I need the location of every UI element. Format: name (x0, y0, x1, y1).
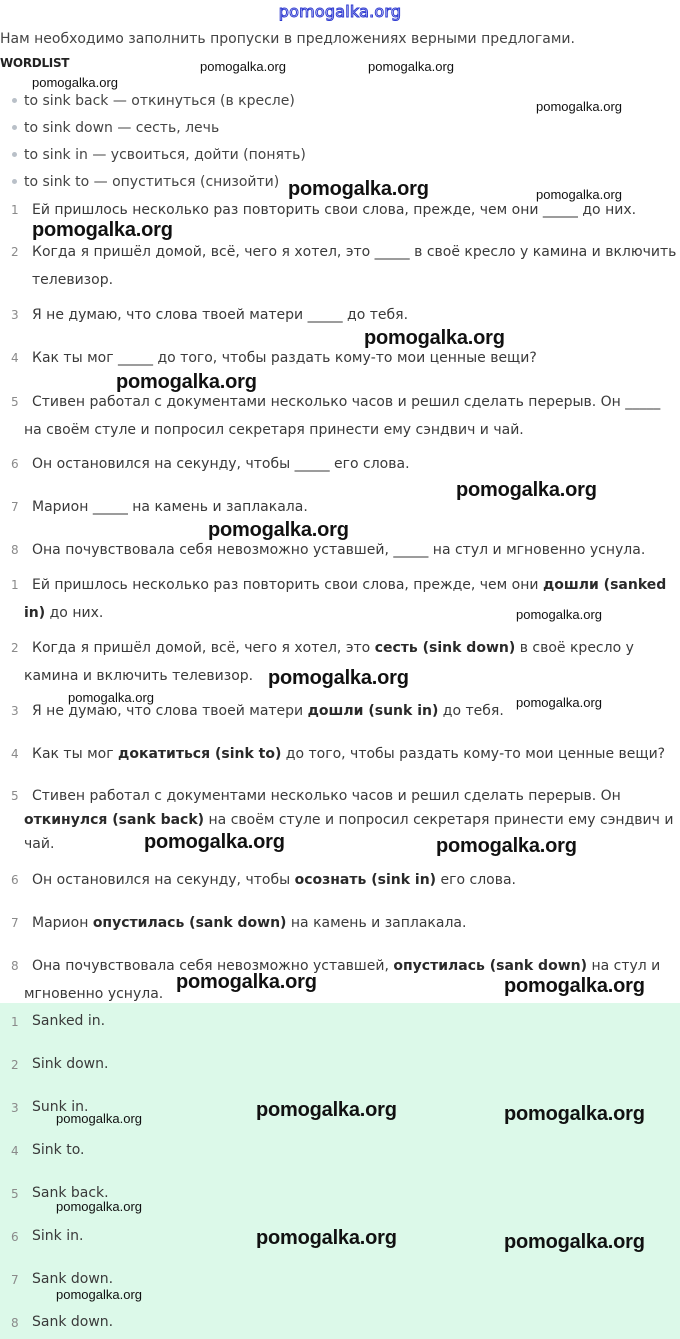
answer-highlight: откинулся (sank back) (24, 812, 205, 828)
wordlist-item-text: to sink down — сесть, лечь (24, 120, 220, 136)
exercise-text: Марион _____ на камень и заплакала. (32, 499, 308, 515)
watermark: pomogalka.org (268, 667, 409, 689)
exercise-text: Как ты мог _____ до того, чтобы раздать кому-то мои ценные вещи? (32, 350, 537, 366)
answer-text: Sink to. (32, 1142, 85, 1158)
item-number: 3 (11, 308, 19, 322)
item-number: 7 (11, 500, 19, 514)
wordlist-item (12, 93, 295, 109)
item-number: 5 (11, 1187, 19, 1201)
exercise-text: Стивен работал с документами несколько часов и решил сделать перерыв. Он _____ на своём стуле и попросил секретаря принести ему сэндвич и чай. (24, 394, 661, 438)
watermark: pomogalka.org (144, 831, 285, 853)
watermark: pomogalka.org (68, 690, 154, 705)
item-number: 1 (11, 1015, 19, 1029)
item-number: 5 (11, 789, 19, 803)
item-number: 8 (11, 1316, 19, 1330)
site-header-logo[interactable]: pomogalka.org (278, 2, 402, 21)
bullet-icon (12, 125, 17, 130)
translation-text: Ей пришлось несколько раз повторить свои слова, прежде, чем они дошли (sanked in) до них. (24, 577, 667, 621)
item-number: 3 (11, 1101, 19, 1115)
translation-text: Я не думаю, что слова твоей матери дошли (sunk in) до тебя. (32, 703, 504, 719)
watermark: pomogalka.org (504, 1231, 645, 1253)
watermark: pomogalka.org (368, 59, 454, 74)
item-number: 7 (11, 916, 19, 930)
bullet-icon (12, 179, 17, 184)
watermark: pomogalka.org (536, 187, 622, 202)
item-number: 3 (11, 704, 19, 718)
watermark: pomogalka.org (436, 835, 577, 857)
translation-text: Он остановился на секунду, чтобы осознать (sink in) его слова. (32, 872, 517, 888)
wordlist-item (12, 120, 219, 136)
item-number: 6 (11, 457, 19, 471)
watermark: pomogalka.org (288, 178, 429, 200)
exercise-text: Когда я пришёл домой, всё, чего я хотел, это _____ в своё кресло у камина и включить телевизор. (32, 244, 677, 288)
watermark: pomogalka.org (516, 695, 602, 710)
exercise-text: Он остановился на секунду, чтобы _____ его слова. (32, 456, 410, 472)
item-number: 8 (11, 543, 19, 557)
answer-text: Sank back. (32, 1185, 109, 1201)
wordlist-title: WORDLIST (0, 56, 70, 70)
wordlist-item-text: to sink in — усвоиться, дойти (понять) (24, 147, 306, 163)
item-number: 1 (11, 203, 19, 217)
item-number: 5 (11, 395, 19, 409)
watermark: pomogalka.org (176, 971, 317, 993)
watermark: pomogalka.org (56, 1111, 142, 1126)
item-number: 6 (11, 1230, 19, 1244)
translation-text: Как ты мог докатиться (sink to) до того, чтобы раздать кому-то мои ценные вещи? (32, 746, 666, 762)
wordlist-item-text: to sink to — опуститься (снизойти) (24, 174, 280, 190)
watermark: pomogalka.org (504, 1103, 645, 1125)
answer-highlight: опустилась (sank down) (92, 915, 287, 931)
item-number: 8 (11, 959, 19, 973)
wordlist-item (12, 147, 306, 163)
item-number: 2 (11, 1058, 19, 1072)
answer-text: Sink down. (32, 1056, 109, 1072)
answer-text: Sunk in. (32, 1099, 89, 1115)
answer-highlight: опустилась (sank down) (393, 958, 587, 974)
answer-highlight: сесть (sink down) (374, 640, 516, 656)
bullet-icon (12, 98, 17, 103)
item-number: 7 (11, 1273, 19, 1287)
translation-text: Она почувствовала себя невозможно уставшей, опустилась (sank down) на стул и мгновенно уснула. (24, 958, 661, 1002)
exercise-text: Я не думаю, что слова твоей матери _____ до тебя. (32, 307, 409, 323)
item-number: 2 (11, 245, 19, 259)
watermark: pomogalka.org (536, 99, 622, 114)
translation-text: Марион опустилась (sank down) на камень и заплакала. (32, 915, 467, 931)
item-number: 4 (11, 1144, 19, 1158)
watermark: pomogalka.org (256, 1099, 397, 1121)
wordlist-item-text: to sink back — откинуться (в кресле) (24, 93, 295, 109)
watermark: pomogalka.org (456, 479, 597, 501)
answer-text: Sink in. (32, 1228, 84, 1244)
watermark: pomogalka.org (116, 371, 257, 393)
item-number: 2 (11, 641, 19, 655)
bullet-icon (12, 152, 17, 157)
watermark: pomogalka.org (208, 519, 349, 541)
answer-highlight: осознать (sink in) (294, 872, 437, 888)
watermark: pomogalka.org (364, 327, 505, 349)
exercise-text: Ей пришлось несколько раз повторить свои слова, прежде, чем они _____ до них. (32, 202, 637, 218)
wordlist-item (12, 174, 279, 190)
watermark: pomogalka.org (200, 59, 286, 74)
answer-text: Sanked in. (32, 1013, 106, 1029)
answer-highlight: дошли (sanked in) (24, 577, 667, 621)
watermark: pomogalka.org (56, 1199, 142, 1214)
watermark: pomogalka.org (504, 975, 645, 997)
translation-text: Когда я пришёл домой, всё, чего я хотел, это сесть (sink down) в своё кресло у камина и включить телевизор. (24, 640, 634, 684)
watermark: pomogalka.org (516, 607, 602, 622)
watermark: pomogalka.org (32, 75, 118, 90)
answer-text: Sank down. (32, 1314, 114, 1330)
watermark: pomogalka.org (32, 219, 173, 241)
answer-highlight: дошли (sunk in) (307, 703, 439, 719)
item-number: 4 (11, 351, 19, 365)
item-number: 1 (11, 578, 19, 592)
item-number: 4 (11, 747, 19, 761)
item-number: 6 (11, 873, 19, 887)
translation-text: Стивен работал с документами несколько часов и решил сделать перерыв. Он откинулся (sank back) на своём стуле и попросил секретаря принести ему сэндвич и чай. (24, 788, 674, 852)
answer-highlight: докатиться (sink to) (118, 746, 282, 762)
watermark: pomogalka.org (56, 1287, 142, 1302)
watermark: pomogalka.org (256, 1227, 397, 1249)
answer-text: Sank down. (32, 1271, 114, 1287)
exercise-text: Она почувствовала себя невозможно уставшей, _____ на стул и мгновенно уснула. (32, 542, 646, 558)
intro-text: Нам необходимо заполнить пропуски в предложениях верными предлогами. (0, 31, 575, 47)
